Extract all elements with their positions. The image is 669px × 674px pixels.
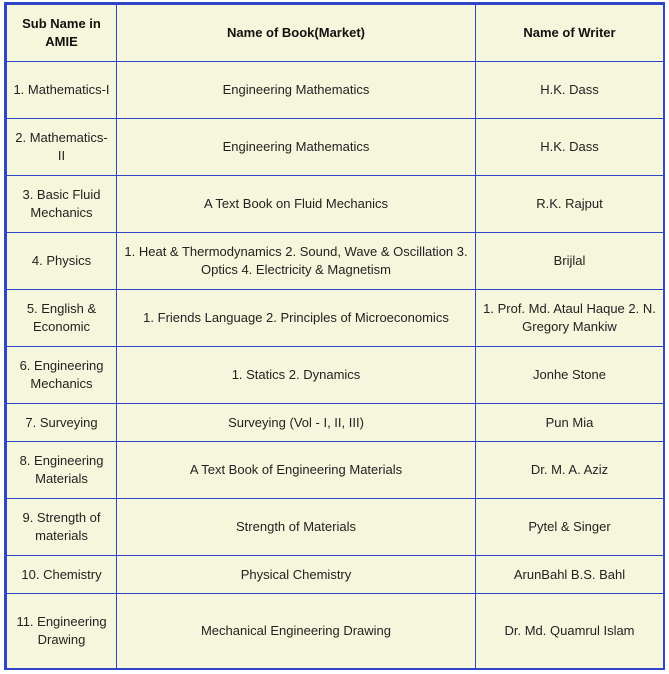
book-cell: Mechanical Engineering Drawing [117,594,476,669]
subject-cell: 7. Surveying [7,404,117,442]
writer-cell: Dr. M. A. Aziz [476,442,664,499]
writer-cell: ArunBahl B.S. Bahl [476,556,664,594]
writer-cell: H.K. Dass [476,62,664,119]
writer-cell: R.K. Rajput [476,176,664,233]
table-row [7,404,664,442]
header-subject: Sub Name in AMIE [7,5,117,62]
subject-cell: 4. Physics [7,233,117,290]
book-cell: Strength of Materials [117,499,476,556]
book-cell: A Text Book of Engineering Materials [117,442,476,499]
book-cell: Engineering Mathematics [117,119,476,176]
subject-cell: 5. English & Economic [7,290,117,347]
subject-cell: 9. Strength of materials [7,499,117,556]
books-table [6,4,664,669]
writer-cell: Dr. Md. Quamrul Islam [476,594,664,669]
book-cell: 1. Friends Language 2. Principles of Microeconomics [117,290,476,347]
subject-cell: 8. Engineering Materials [7,442,117,499]
table-row [7,594,664,669]
table-row [7,119,664,176]
table-row [7,347,664,404]
subject-cell: 3. Basic Fluid Mechanics [7,176,117,233]
books-table-container [4,2,665,670]
book-cell: Physical Chemistry [117,556,476,594]
header-writer: Name of Writer [476,5,664,62]
table-row [7,290,664,347]
table-row [7,62,664,119]
table-row [7,499,664,556]
book-cell: Engineering Mathematics [117,62,476,119]
subject-cell: 1. Mathematics-I [7,62,117,119]
writer-cell: Brijlal [476,233,664,290]
writer-cell: Jonhe Stone [476,347,664,404]
writer-cell: 1. Prof. Md. Ataul Haque 2. N. Gregory Mankiw [476,290,664,347]
table-row [7,233,664,290]
table-row [7,176,664,233]
table-row [7,556,664,594]
subject-cell: 11. Engineering Drawing [7,594,117,669]
writer-cell: H.K. Dass [476,119,664,176]
subject-cell: 10. Chemistry [7,556,117,594]
book-cell: 1. Statics 2. Dynamics [117,347,476,404]
header-book: Name of Book(Market) [117,5,476,62]
table-row [7,442,664,499]
writer-cell: Pun Mia [476,404,664,442]
subject-cell: 2. Mathematics-II [7,119,117,176]
writer-cell: Pytel & Singer [476,499,664,556]
subject-cell: 6. Engineering Mechanics [7,347,117,404]
table-header-row [7,5,664,62]
book-cell: A Text Book on Fluid Mechanics [117,176,476,233]
book-cell: 1. Heat & Thermodynamics 2. Sound, Wave & Oscillation 3. Optics 4. Electricity & Magnetism [117,233,476,290]
book-cell: Surveying (Vol - I, II, III) [117,404,476,442]
